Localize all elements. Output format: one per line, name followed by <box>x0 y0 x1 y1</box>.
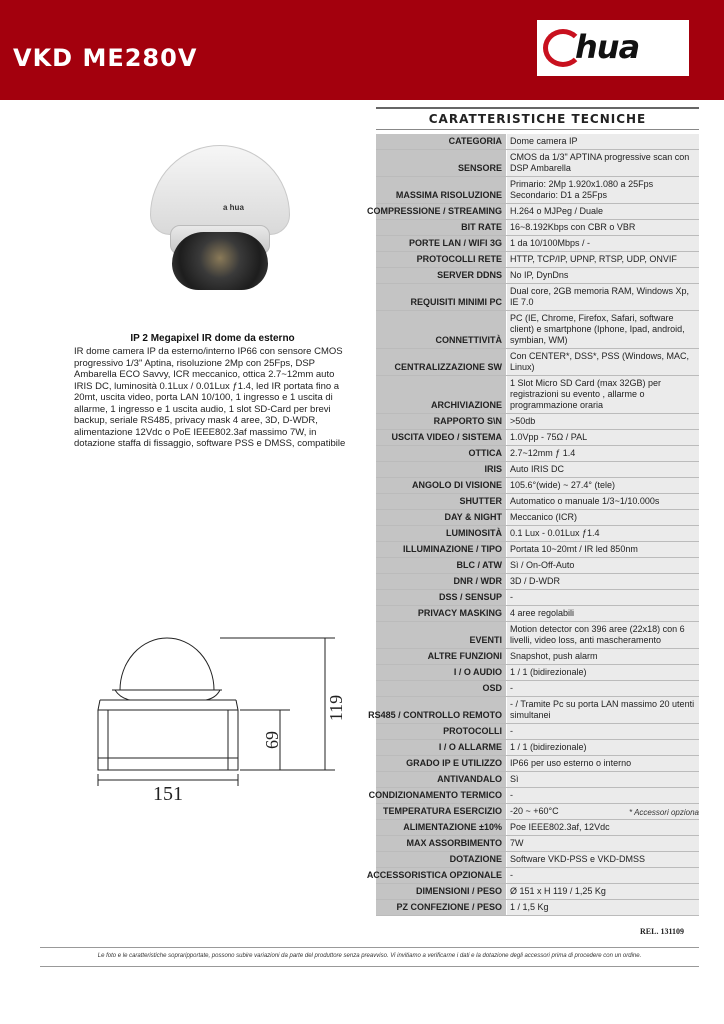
spec-row <box>376 665 699 681</box>
spec-label: SENSORE <box>376 150 506 176</box>
spec-value: Con CENTER*, DSS*, PSS (Windows, MAC, Linux) <box>507 349 699 375</box>
spec-label: TEMPERATURA ESERCIZIO <box>376 804 506 819</box>
spec-row <box>376 558 699 574</box>
spec-row <box>376 252 699 268</box>
spec-value: HTTP, TCP/IP, UPNP, RTSP, UDP, ONVIF <box>507 252 699 267</box>
spec-row <box>376 852 699 868</box>
spec-value: 4 aree regolabili <box>507 606 699 621</box>
release-ref: REL. 131109 <box>640 927 685 936</box>
spec-value: Auto IRIS DC <box>507 462 699 477</box>
spec-row <box>376 220 699 236</box>
dahua-logo <box>537 20 689 76</box>
spec-label: DAY & NIGHT <box>376 510 506 525</box>
spec-label: MASSIMA RISOLUZIONE <box>376 177 506 203</box>
spec-label: BLC / ATW <box>376 558 506 573</box>
spec-label: DSS / SENSUP <box>376 590 506 605</box>
spec-label: PZ CONFEZIONE / PESO <box>376 900 506 915</box>
spec-row <box>376 268 699 284</box>
spec-value: Portata 10~20mt / IR led 850nm <box>507 542 699 557</box>
spec-value: 1.0Vpp - 75Ω / PAL <box>507 430 699 445</box>
spec-value: H.264 o MJPeg / Duale <box>507 204 699 219</box>
spec-label: CONNETTIVITÀ <box>376 311 506 348</box>
product-code: VKD ME280V <box>13 44 198 72</box>
spec-row <box>376 900 699 916</box>
camera-photo <box>140 140 300 295</box>
spec-value: 3D / D-WDR <box>507 574 699 589</box>
spec-row <box>376 134 699 150</box>
spec-row <box>376 349 699 376</box>
spec-value: Dual core, 2GB memoria RAM, Windows Xp, IE 7.0 <box>507 284 699 310</box>
spec-row <box>376 574 699 590</box>
spec-label: SERVER DDNS <box>376 268 506 283</box>
spec-value: 105.6°(wide) ~ 27.4° (tele) <box>507 478 699 493</box>
spec-label: DOTAZIONE <box>376 852 506 867</box>
spec-value: Poe IEEE802.3af, 12Vdc <box>507 820 699 835</box>
spec-value: Ø 151 x H 119 / 1,25 Kg <box>507 884 699 899</box>
camera-housing <box>150 145 290 235</box>
spec-row <box>376 414 699 430</box>
spec-value: -20 ~ +60°C <box>507 804 699 819</box>
spec-label: COMPRESSIONE / STREAMING <box>376 204 506 219</box>
spec-row <box>376 649 699 665</box>
spec-row <box>368 697 699 724</box>
spec-value: Motion detector con 396 aree (22x18) con 6 livelli, video loss, anti mascheramento <box>507 622 699 648</box>
spec-label: PRIVACY MASKING <box>376 606 506 621</box>
spec-label: MAX ASSORBIMENTO <box>376 836 506 851</box>
spec-value: - <box>507 681 699 696</box>
spec-row <box>376 177 699 204</box>
logo-text: hua <box>575 28 640 66</box>
spec-label: REQUISITI MINIMI PC <box>376 284 506 310</box>
spec-row <box>376 836 699 852</box>
dim-total-label: 119 <box>326 694 346 722</box>
spec-label: CONDIZIONAMENTO TERMICO <box>376 788 506 803</box>
spec-label: GRADO IP E UTILIZZO <box>376 756 506 771</box>
spec-row <box>376 884 699 900</box>
spec-value: 7W <box>507 836 699 851</box>
spec-value: 1 / 1,5 Kg <box>507 900 699 915</box>
spec-label: SHUTTER <box>376 494 506 509</box>
spec-value: Meccanico (ICR) <box>507 510 699 525</box>
spec-row <box>368 788 699 804</box>
spec-label: CENTRALIZZAZIONE SW <box>376 349 506 375</box>
spec-label: ALTRE FUNZIONI <box>376 649 506 664</box>
spec-label: I / O ALLARME <box>376 740 506 755</box>
spec-label: IRIS <box>376 462 506 477</box>
header-banner <box>0 0 724 100</box>
spec-row <box>376 526 699 542</box>
spec-row <box>376 772 699 788</box>
spec-row <box>376 430 699 446</box>
spec-label: ALIMENTAZIONE ±10% <box>376 820 506 835</box>
spec-value: CMOS da 1/3" APTINA progressive scan con DSP Ambarella <box>507 150 699 176</box>
spec-value: - <box>507 724 699 739</box>
spec-value: 2.7~12mm ƒ 1.4 <box>507 446 699 461</box>
spec-row <box>376 622 699 649</box>
spec-value: 1 / 1 (bidirezionale) <box>507 740 699 755</box>
spec-label: LUMINOSITÀ <box>376 526 506 541</box>
spec-label: RS485 / CONTROLLO REMOTO <box>376 697 506 723</box>
spec-label: OSD <box>376 681 506 696</box>
spec-label: OTTICA <box>376 446 506 461</box>
spec-row <box>376 756 699 772</box>
spec-value: No IP, DynDns <box>507 268 699 283</box>
spec-label: BIT RATE <box>376 220 506 235</box>
spec-value: Sì <box>507 772 699 787</box>
spec-label: ANTIVANDALO <box>376 772 506 787</box>
spec-value: 1 / 1 (bidirezionale) <box>507 665 699 680</box>
spec-value: Dome camera IP <box>507 134 699 149</box>
spec-value: - / Tramite Pc su porta LAN massimo 20 utenti simultanei <box>507 697 699 723</box>
specs-table <box>366 134 699 916</box>
spec-label: CATEGORIA <box>376 134 506 149</box>
drawing-dome-outline <box>120 638 214 690</box>
dim-width-label: 151 <box>153 783 183 805</box>
spec-value: Automatico o manuale 1/3~1/10.000s <box>507 494 699 509</box>
spec-row <box>376 740 699 756</box>
spec-row <box>376 590 699 606</box>
spec-value: 16~8.192Kbps con CBR o VBR <box>507 220 699 235</box>
spec-label: ANGOLO DI VISIONE <box>376 478 506 493</box>
spec-row <box>376 820 699 836</box>
spec-value: IP66 per uso esterno o interno <box>507 756 699 771</box>
spec-row <box>376 236 699 252</box>
spec-row <box>366 204 699 220</box>
spec-row <box>376 311 699 349</box>
spec-label: ARCHIVIAZIONE <box>376 376 506 413</box>
spec-row <box>376 478 699 494</box>
spec-value: Sì / On-Off-Auto <box>507 558 699 573</box>
camera-logo: a hua <box>223 203 244 212</box>
product-title: IP 2 Megapixel IR dome da esterno <box>130 333 295 344</box>
spec-row <box>376 510 699 526</box>
spec-label: ILLUMINAZIONE / TIPO <box>376 542 506 557</box>
spec-label: USCITA VIDEO / SISTEMA <box>376 430 506 445</box>
spec-value: Snapshot, push alarm <box>507 649 699 664</box>
spec-value: Software VKD-PSS e VKD-DMSS <box>507 852 699 867</box>
spec-label: ACCESSORISTICA OPZIONALE <box>376 868 506 883</box>
spec-value: >50db <box>507 414 699 429</box>
dimension-drawing <box>90 628 360 808</box>
spec-row <box>376 724 699 740</box>
spec-value: Primario: 2Mp 1.920x1.080 a 25Fps Secondario: D1 a 25Fps <box>507 177 699 203</box>
footer-disclaimer: Le foto e le caratteristiche sopraripportate, possono subire variazioni da parte del produttore senza preavviso. Vi invitiamo a verificarne i dati e la dotazione degli accessori prima di procedere con un ordine. <box>97 953 642 959</box>
optional-accessories-note: * Accessori opziona <box>629 808 699 817</box>
spec-value: 1 Slot Micro SD Card (max 32GB) per registrazioni su evento , allarme o programmazione oraria <box>507 376 699 413</box>
footer-divider-top <box>40 947 699 948</box>
spec-row <box>376 606 699 622</box>
spec-label: PROTOCOLLI <box>376 724 506 739</box>
spec-row <box>376 446 699 462</box>
specs-header <box>376 107 699 130</box>
specs-title: CARATTERISTICHE TECNICHE <box>428 112 647 126</box>
spec-row <box>366 868 699 884</box>
spec-value: 0.1 Lux - 0.01Lux ƒ1.4 <box>507 526 699 541</box>
spec-label: PORTE LAN / WIFI 3G <box>376 236 506 251</box>
spec-label: DNR / WDR <box>376 574 506 589</box>
spec-row <box>376 542 699 558</box>
spec-label: PROTOCOLLI RETE <box>376 252 506 267</box>
product-description: IR dome camera IP da esterno/interno IP66 con sensore CMOS progressivo 1/3" Aptina, risoluzione 2Mp con 25Fps, DSP Ambarella ECO Savvy, ICR meccanico, ottica 2.7~12mm auto IRIS DC, luminosità 0.1Lux / 0.01Lux ƒ1.4, led IR portata fino a 20mt, uscita video, porta LAN 10/100, 1 ingresso e 1 uscita di allarme, 1 ingresso e 1 uscita audio, 1 slot SD-Card per brevi backup, seriale RS485, privacy mask 4 aree, 3D, D-WDR, alimentazione 12Vdc o PoE IEEE802.3af massimo 7W, in dotazione staffa di fissaggio, software PSS e DMSS, compatibile <box>74 346 346 449</box>
spec-row <box>376 494 699 510</box>
spec-value: - <box>507 788 699 803</box>
spec-row <box>376 284 699 311</box>
spec-value: - <box>507 868 699 883</box>
spec-label: I / O AUDIO <box>376 665 506 680</box>
spec-label: EVENTI <box>376 622 506 648</box>
spec-row <box>376 462 699 478</box>
spec-label: DIMENSIONI / PESO <box>376 884 506 899</box>
spec-row <box>376 150 699 177</box>
spec-row <box>376 376 699 414</box>
spec-value: 1 da 10/100Mbps / - <box>507 236 699 251</box>
camera-lens-dome <box>172 232 268 290</box>
spec-value: - <box>507 590 699 605</box>
spec-row <box>376 681 699 697</box>
spec-value: PC (IE, Chrome, Firefox, Safari, software client) e smartphone (Iphone, Ipad, android, symbian, WM) <box>507 311 699 348</box>
spec-label: RAPPORTO S\N <box>376 414 506 429</box>
footer-divider-bottom <box>40 966 699 967</box>
dim-base-label: 69 <box>262 731 282 749</box>
